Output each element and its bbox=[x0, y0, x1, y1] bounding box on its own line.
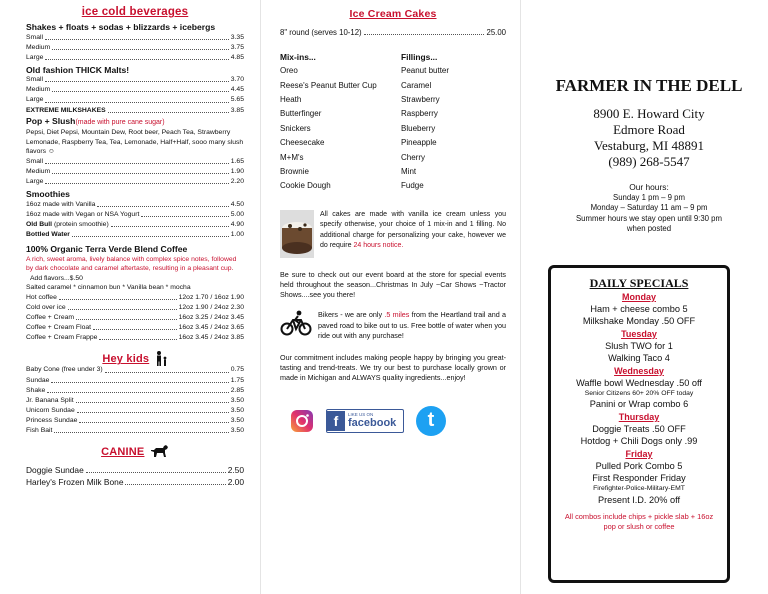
shakes-title: Shakes + floats + sodas + blizzards + icebergs bbox=[26, 22, 216, 32]
facebook-icon: f bbox=[327, 411, 345, 431]
special-day bbox=[551, 448, 727, 507]
shake-size-row: Small 3.35 bbox=[26, 33, 244, 41]
pop-size-row: Medium 1.90 bbox=[26, 168, 244, 176]
mixin-item: Cheesecake bbox=[280, 138, 325, 148]
hours-line: Sunday 1 pm – 9 pm bbox=[613, 192, 685, 202]
malts-title: Old fashion THICK Malts! bbox=[26, 64, 130, 75]
smoothie-row: 16oz made with Vegan or NSA Yogurt 5.00 bbox=[26, 210, 244, 218]
filling-item: Fudge bbox=[401, 181, 424, 191]
day-name: Wednesday bbox=[614, 365, 664, 376]
cake-photo bbox=[280, 210, 314, 258]
kids-item-row: Princess Sundae 3.50 bbox=[26, 416, 244, 424]
add-flavors: Add flavors...$.50 bbox=[30, 274, 83, 282]
day-name: Friday bbox=[625, 448, 653, 459]
shake-size-row: Large 4.85 bbox=[26, 53, 244, 61]
special-day bbox=[551, 291, 727, 328]
special-item: Present I.D. 20% off bbox=[597, 494, 681, 505]
canine-item-row: Harley's Frozen Milk Bone 2.00 bbox=[26, 477, 244, 488]
filling-item: Pineapple bbox=[401, 138, 437, 148]
daily-specials-title: DAILY SPECIALS bbox=[589, 276, 689, 290]
hours-line: when posted bbox=[626, 224, 672, 234]
coffee-row: Coffee + Cream Frappe 16oz 3.45 / 24oz 3.85 bbox=[26, 334, 244, 342]
canine-item-row: Doggie Sundae 2.50 bbox=[26, 465, 244, 476]
kids-item-row: Unicorn Sundae 3.50 bbox=[26, 406, 244, 414]
facebook-badge[interactable]: f LIKE US ON facebook bbox=[326, 409, 404, 433]
cakes-heading: Ice Cream Cakes bbox=[349, 8, 437, 20]
coffee-row: Coffee + Cream Float 16oz 3.45 / 24oz 3.65 bbox=[26, 324, 244, 332]
mixin-item: Oreo bbox=[280, 66, 298, 76]
mixin-item: Snickers bbox=[280, 123, 311, 133]
malt-size-row: Large 5.65 bbox=[26, 96, 244, 104]
day-name: Thursday bbox=[618, 411, 660, 422]
kids-item-row: Sundae 1.75 bbox=[26, 376, 244, 384]
coffee-row: Coffee + Cream 16oz 3.25 / 24oz 3.45 bbox=[26, 314, 244, 322]
coffee-flavors: Salted caramel * cinnamon bun * Vanilla bean * mocha bbox=[26, 284, 191, 292]
filling-item: Raspberry bbox=[401, 109, 438, 119]
pop-size-row: Small 1.65 bbox=[26, 157, 244, 165]
mixin-item: Reese's Peanut Butter Cup bbox=[280, 80, 377, 90]
cakes-note: All cakes are made with vanilla ice cream unless you specify otherwise, your choice of 1 mix-in and 1 filling. No additional charge for personalizing your cake, however we do require 24 hours notice. bbox=[320, 210, 506, 249]
special-item: Waffle bowl Wednesday .50 off bbox=[576, 377, 702, 388]
phone: (989) 268-5547 bbox=[608, 154, 690, 169]
address: 8900 E. Howard City Edmore Road Vestaburg, MI 48891 (989) 268-5547 bbox=[530, 106, 768, 170]
special-day bbox=[551, 328, 727, 365]
special-item: Panini or Wrap combo 6 bbox=[589, 399, 689, 410]
filling-item: Peanut butter bbox=[401, 66, 450, 76]
instagram-icon[interactable] bbox=[290, 409, 314, 433]
bikers-note: Bikers - we are only .5 miles from the Heartland trail and a paved road to bike out to us. Free bottle of water when you ride out with any purchase! bbox=[318, 310, 506, 340]
coffee-title: 100% Organic Terra Verde Blend Coffee bbox=[26, 244, 188, 255]
filling-item: Caramel bbox=[401, 80, 432, 90]
special-note: Senior Citizens 60+ 20% OFF today bbox=[584, 390, 694, 398]
twitter-icon[interactable]: t bbox=[416, 406, 446, 436]
day-name: Tuesday bbox=[621, 328, 657, 339]
kids-item-row: Fish Bait 3.50 bbox=[26, 427, 244, 434]
special-item: Ham + cheese combo 5 bbox=[590, 304, 688, 314]
smoothie-row: 16oz made with Vanilla 4.50 bbox=[26, 200, 244, 208]
day-name: Monday bbox=[621, 292, 656, 302]
social-links bbox=[280, 406, 506, 436]
commitment-note: Our commitment includes making people happy by bringing you great-tasting and trend-treats. We try our best to purchase locally grown or made in Michigan and ALWAYS quality ingredients...enjoy! bbox=[280, 352, 506, 383]
special-item: First Responder Friday bbox=[592, 473, 686, 484]
fillings-title: Fillings... bbox=[401, 52, 438, 63]
beverages-heading: ice cold beverages bbox=[81, 6, 189, 18]
old-bull-row: Old Bull (protein smoothie) 4.90 bbox=[26, 220, 244, 228]
smiley-icon: ☺ bbox=[47, 148, 55, 156]
hours-line: Monday – Saturday 11 am – 9 pm bbox=[590, 203, 708, 213]
coffee-row: Cold over ice 12oz 1.90 / 24oz 2.30 bbox=[26, 304, 244, 312]
special-item: Doggie Treats .50 OFF bbox=[592, 423, 686, 434]
mixin-item: M+M's bbox=[280, 152, 304, 162]
filling-item: Mint bbox=[401, 166, 417, 176]
filling-item: Cherry bbox=[401, 152, 426, 162]
coffee-description: A rich, sweet aroma, lively balance with complex spice notes, followed by dark chocolate and caramel aftertaste, resulting in a pleasant cup. bbox=[26, 255, 237, 273]
smoothies-title: Smoothies bbox=[26, 189, 70, 200]
extreme-milkshakes-row: EXTREME MILKSHAKES 3.85 bbox=[26, 106, 244, 114]
kids-heading: Hey kids bbox=[102, 353, 150, 366]
mixin-item: Cookie Dough bbox=[280, 181, 331, 191]
canine-header bbox=[26, 442, 244, 458]
special-day bbox=[551, 411, 727, 448]
hours-line: Summer hours we stay open until 9:30 pm bbox=[575, 213, 723, 223]
round-cake-row: 8" round (serves 10-12) 25.00 bbox=[280, 28, 506, 37]
filling-item: Blueberry bbox=[401, 123, 436, 133]
pop-title: Pop + Slush(made with pure cane sugar) bbox=[26, 115, 165, 126]
kids-header bbox=[26, 349, 244, 365]
restaurant-name: FARMER IN THE DELL bbox=[555, 76, 743, 95]
malt-size-row: Small 3.70 bbox=[26, 76, 244, 84]
malt-size-row: Medium 4.45 bbox=[26, 86, 244, 94]
mixin-item: Heath bbox=[280, 94, 302, 104]
pop-flavors: Pepsi, Diet Pepsi, Mountain Dew, Root beer, Peach Tea, Strawberry Lemonade, Raspberry Tea, Tea, Lemonade, Half+Half, sooo many slush flavors ☺ bbox=[26, 129, 244, 156]
kids-item-row: Jr. Banana Split 3.50 bbox=[26, 396, 244, 404]
mixin-item: Brownie bbox=[280, 166, 309, 176]
bottled-water-row: Bottled Water 1.00 bbox=[26, 231, 244, 238]
kids-item-row: Shake 2.85 bbox=[26, 386, 244, 394]
special-item: Pulled Pork Combo 5 bbox=[595, 460, 683, 471]
canine-heading: CANINE bbox=[101, 446, 145, 459]
beverages-panel bbox=[0, 0, 256, 594]
mixins-title: Mix-ins... bbox=[280, 52, 316, 63]
combo-note: All combos include chips + pickle slab + 16oz pop or slush or coffee bbox=[564, 512, 714, 532]
events-note: Be sure to check out our event board at the store for special events held throughout the season...Christmas In July ~Car Shows ~Tractor Shows....see you there! bbox=[280, 269, 506, 300]
dog-icon bbox=[149, 444, 169, 458]
hours: Our hours: Sunday 1 pm – 9 pm Monday – Saturday 11 am – 9 pm Summer hours we stay open until 9:30 pm when posted bbox=[530, 182, 768, 235]
special-item: Slush TWO for 1 bbox=[605, 340, 673, 351]
special-note: Firefighter-Police-Military-EMT bbox=[593, 485, 685, 493]
cakes-panel bbox=[266, 0, 512, 594]
kids-item-row: Baby Cone (free under 3) 0.75 bbox=[26, 366, 244, 374]
daily-specials-box bbox=[548, 265, 730, 583]
shake-size-row: Medium 3.75 bbox=[26, 43, 244, 51]
coffee-row: Hot coffee 12oz 1.70 / 16oz 1.90 bbox=[26, 293, 244, 301]
filling-item: Strawberry bbox=[401, 94, 440, 104]
special-item: Hotdog + Chili Dogs only .99 bbox=[580, 436, 698, 447]
special-day bbox=[551, 365, 727, 411]
special-item: Walking Taco 4 bbox=[608, 353, 670, 364]
bicycle-icon bbox=[280, 310, 312, 336]
special-item: Milkshake Monday .50 OFF bbox=[582, 316, 696, 327]
kids-icon bbox=[154, 350, 168, 366]
mixin-item: Butterfinger bbox=[280, 109, 322, 119]
pop-size-row: Large 2.20 bbox=[26, 178, 244, 186]
